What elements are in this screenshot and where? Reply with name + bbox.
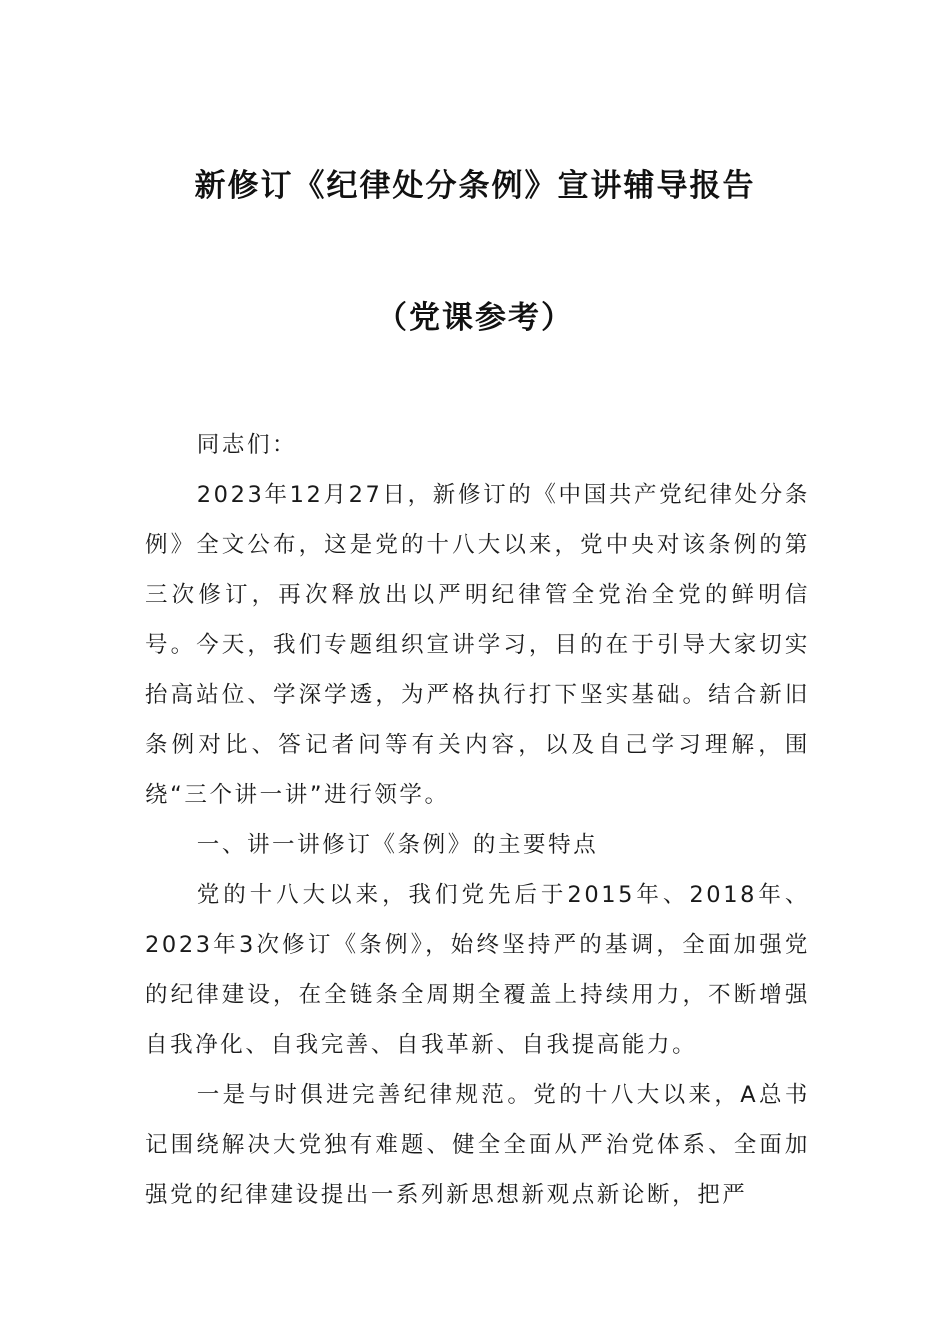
document-subtitle: （党课参考） [376, 300, 574, 336]
section-heading: 一、讲一讲修订《条例》的主要特点 [196, 832, 599, 858]
body-paragraph: 一是与时俱进完善纪律规范。党的十八大以来，A总书记围绕解决大党独有难题、健全全面从严治党体系、全面加强党的纪律建设提出一系列新思想新观点新论断，把严 [145, 1082, 810, 1208]
intro-paragraph: 2023年12月27日，新修订的《中国共产党纪律处分条例》全文公布，这是党的十八大以来，党中央对该条例的第三次修订，再次释放出以严明纪律管全党治全党的鲜明信号。今天，我们专题组织宣讲学习，目的在于引导大家切实抬高站位、学深学透，为严格执行打下坚实基础。结合新旧条例对比、答记者问等有关内容，以及自己学习理解，围绕“三个讲一讲”进行领学。 [145, 482, 810, 808]
document-title: 新修订《纪律处分条例》宣讲辅导报告 [194, 168, 756, 204]
body-paragraph: 党的十八大以来，我们党先后于2015年、2018年、2023年3次修订《条例》，始终坚持严的基调，全面加强党的纪律建设，在全链条全周期全覆盖上持续用力，不断增强自我净化、自我完善、自我革新、自我提高能力。 [145, 882, 810, 1058]
document-body [145, 420, 810, 1220]
salutation-paragraph: 同志们： [196, 432, 298, 458]
